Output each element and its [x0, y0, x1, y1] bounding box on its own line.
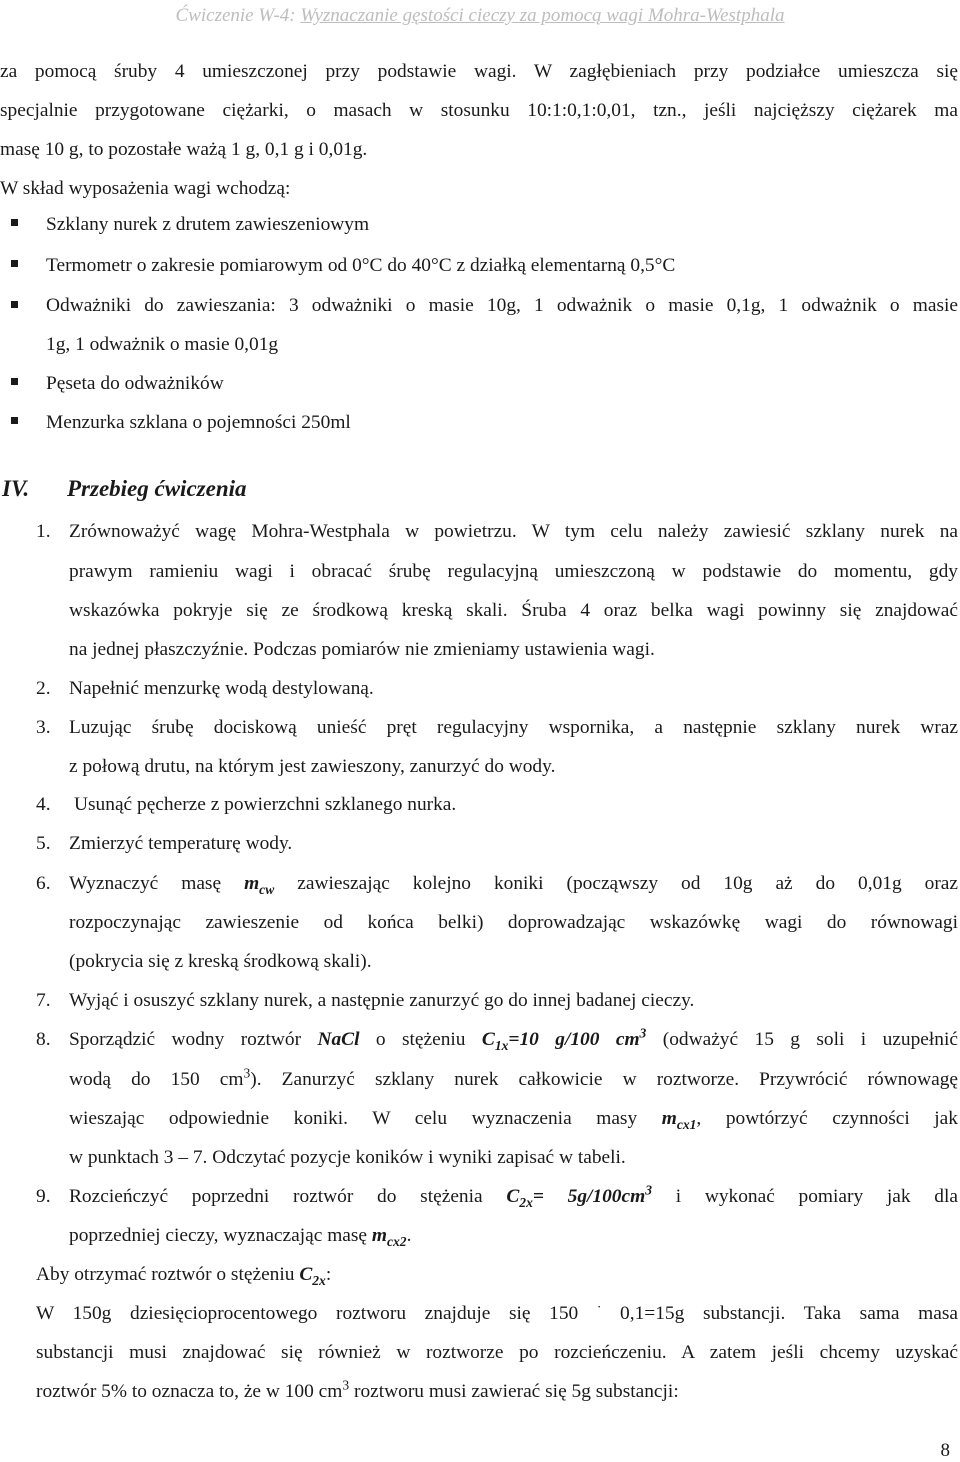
intro-line-4: W skład wyposażenia wagi wchodzą:	[0, 178, 291, 199]
equipment-item-3-line-1: Odważniki do zawieszania: 3 odważniki o masie 10g, 1 odważnik o masie 0,1g, 1 odważnik o masie	[46, 295, 958, 316]
m-subscript: cx1	[676, 1116, 697, 1132]
concentration-c1x	[481, 1025, 647, 1053]
bullet-icon	[11, 260, 18, 267]
equipment-item-1: Szklany nurek z drutem zawieszeniowym	[46, 214, 370, 235]
step-8-line-3-a: wieszając odpowiednie koniki. W celu wyznaczenia masy	[69, 1108, 662, 1129]
c-subscript: 2x	[519, 1194, 533, 1210]
step-8-line-3-b: , powtórzyć czynności jak	[696, 1108, 958, 1129]
step-8-text-b: o stężeniu	[359, 1029, 482, 1050]
step-3-line-2: z połową drutu, na którym jest zawieszony, zanurzyć do wody.	[69, 756, 556, 777]
equipment-item-2: Termometr o zakresie pomiarowym od 0°C do 40°C z działką elementarną 0,5°C	[46, 255, 676, 276]
step-9-line-2-a: poprzedniej cieczy, wyznaczając masę	[69, 1225, 372, 1246]
section-title: Przebieg ćwiczenia	[67, 476, 247, 501]
step-8-line-3	[69, 1107, 958, 1131]
step-8-line-2-b: ). Zanurzyć szklany nurek całkowicie w roztworze. Przywrócić równowagę	[250, 1069, 958, 1090]
mass-subscript: cw	[259, 881, 275, 897]
c-symbol: C	[481, 1029, 495, 1050]
step-6-line-3: (pokrycia się z kreską środkową skali).	[69, 951, 372, 972]
c-superscript: 3	[639, 1025, 647, 1041]
step-9-line-2-b: .	[406, 1225, 412, 1246]
mass-symbol	[244, 873, 275, 897]
closing-line-3: substancji musi znajdować się również w roztworze po rozcieńczeniu. A zatem jeśli chcemy uzyskać	[36, 1342, 958, 1363]
step-8-line-1	[69, 1025, 958, 1053]
mass-mcx1	[661, 1108, 697, 1132]
m-subscript: cx2	[386, 1233, 407, 1249]
step-7-number: 7.	[36, 990, 51, 1011]
multiplication-dot: ·	[596, 1299, 602, 1315]
header-title: Wyznaczanie gęstości cieczy za pomocą wagi Mohra-Westphala	[300, 5, 785, 26]
bullet-icon	[11, 219, 18, 226]
step-9-line-1-b: i wykonać pomiary jak dla	[651, 1186, 958, 1207]
m-symbol: m	[371, 1225, 387, 1246]
step-8-line-2-a: wodą do 150 cm	[69, 1069, 244, 1090]
closing-line-2-a: W 150g dziesięcioprocentowego roztworu znajduje się 150	[36, 1303, 597, 1324]
closing-line-4-a: roztwór 5% to oznacza to, że w 100 cm	[36, 1381, 343, 1402]
step-8-number: 8.	[36, 1029, 51, 1050]
intro-line-2: specjalnie przygotowane ciężarki, o masach w stosunku 10:1:0,1:0,01, tzn., jeśli najcięższy ciężarek ma	[0, 100, 958, 121]
c-symbol: C	[299, 1264, 313, 1285]
step-5-number: 5.	[36, 833, 51, 854]
c-subscript: 2x	[312, 1272, 326, 1288]
step-9-line-1	[69, 1182, 958, 1210]
header-prefix: Ćwiczenie W-4:	[175, 5, 301, 26]
step-8-line-4: w punktach 3 – 7. Odczytać pozycje koników i wyniki zapisać w tabeli.	[69, 1147, 626, 1168]
closing-line-2	[36, 1299, 958, 1326]
step-9-number: 9.	[36, 1186, 51, 1207]
c-symbol: C	[506, 1186, 520, 1207]
closing-line-1-b: :	[325, 1264, 332, 1285]
step-3-line-1: Luzując śrubę dociskową unieść pręt regulacyjny wspornika, a następnie szklany nurek wraz	[69, 717, 958, 738]
c-subscript: 1x	[494, 1037, 509, 1053]
m-symbol: m	[661, 1108, 677, 1129]
intro-line-1: za pomocą śruby 4 umieszczonej przy podstawie wagi. W zagłębieniach przy podziałce umieszcza się	[0, 61, 958, 82]
bullet-icon	[11, 417, 18, 424]
nacl-formula: NaCl	[317, 1029, 360, 1050]
step-1-line-2: prawym ramieniu wagi i obracać śrubę regulacyjną umieszczoną w podstawie do momentu, gdy	[69, 561, 958, 582]
bullet-icon	[11, 301, 18, 308]
mass-m: m	[244, 873, 260, 894]
concentration-c2x	[299, 1264, 326, 1288]
page-number: 8	[940, 1440, 950, 1461]
step-5-line-1: Zmierzyć temperaturę wody.	[69, 833, 293, 854]
equipment-item-4: Pęseta do odważników	[46, 373, 224, 394]
step-8-text-a: Sporządzić wodny roztwór	[69, 1029, 318, 1050]
step-1-line-3: wskazówka pokryje się ze środkową kreską skali. Śruba 4 oraz belka wagi powinny się znajdować	[69, 600, 958, 621]
step-6-line-1	[69, 872, 958, 896]
c-value: = 5g/100cm	[532, 1186, 646, 1207]
step-1-number: 1.	[36, 521, 51, 542]
closing-line-1	[36, 1263, 331, 1287]
step-2-line-1: Napełnić menzurkę wodą destylowaną.	[69, 678, 374, 699]
step-2-number: 2.	[36, 678, 51, 699]
step-6-line-2: rozpoczynając zawieszenie od końca belki) doprowadzając wskazówkę wagi do równowagi	[69, 912, 958, 933]
step-3-number: 3.	[36, 717, 51, 738]
c-value: =10 g/100 cm	[508, 1029, 640, 1050]
step-8-text-c: (odważyć 15 g soli i uzupełnić	[646, 1029, 958, 1050]
cm3-superscript: 3	[243, 1065, 251, 1081]
page-header	[0, 5, 960, 27]
mass-mcx2	[371, 1225, 407, 1249]
equipment-item-3-line-2: 1g, 1 odważnik o masie 0,01g	[46, 334, 279, 355]
step-1-line-1: Zrównoważyć wagę Mohra-Westphala w powietrzu. W tym celu należy zawiesić szklany nurek na	[69, 521, 958, 542]
step-7-line-1: Wyjąć i osuszyć szklany nurek, a następnie zanurzyć go do innej badanej cieczy.	[69, 990, 695, 1011]
step-1-line-4: na jednej płaszczyźnie. Podczas pomiarów nie zmieniamy ustawienia wagi.	[69, 639, 655, 660]
concentration-c2x	[506, 1182, 652, 1210]
closing-line-1-a: Aby otrzymać roztwór o stężeniu	[36, 1264, 300, 1285]
step-9-line-1-a: Rozcieńczyć poprzedni roztwór do stężenia	[69, 1186, 507, 1207]
closing-line-4	[36, 1377, 679, 1404]
equipment-item-5: Menzurka szklana o pojemności 250ml	[46, 412, 351, 433]
cm3-superscript: 3	[342, 1377, 350, 1393]
step-6-text-b: zawieszając kolejno koniki (począwszy od 10g aż do 0,01g oraz	[274, 873, 959, 894]
c-superscript: 3	[645, 1182, 652, 1198]
closing-line-4-b: roztworu musi zawierać się 5g substancji:	[349, 1381, 679, 1402]
step-4-number: 4.	[36, 794, 51, 815]
step-9-line-2	[69, 1224, 411, 1248]
section-number: IV.	[2, 476, 30, 501]
step-6-number: 6.	[36, 873, 51, 894]
closing-line-2-b: 0,1=15g substancji. Taka sama masa	[601, 1303, 958, 1324]
step-4-line-1: Usunąć pęcherze z powierzchni szklanego nurka.	[74, 794, 457, 815]
step-8-line-2	[69, 1065, 958, 1092]
bullet-icon	[11, 378, 18, 385]
intro-line-3: masę 10 g, to pozostałe ważą 1 g, 0,1 g i 0,01g.	[0, 139, 368, 160]
step-6-text-a: Wyznaczyć masę	[69, 873, 245, 894]
